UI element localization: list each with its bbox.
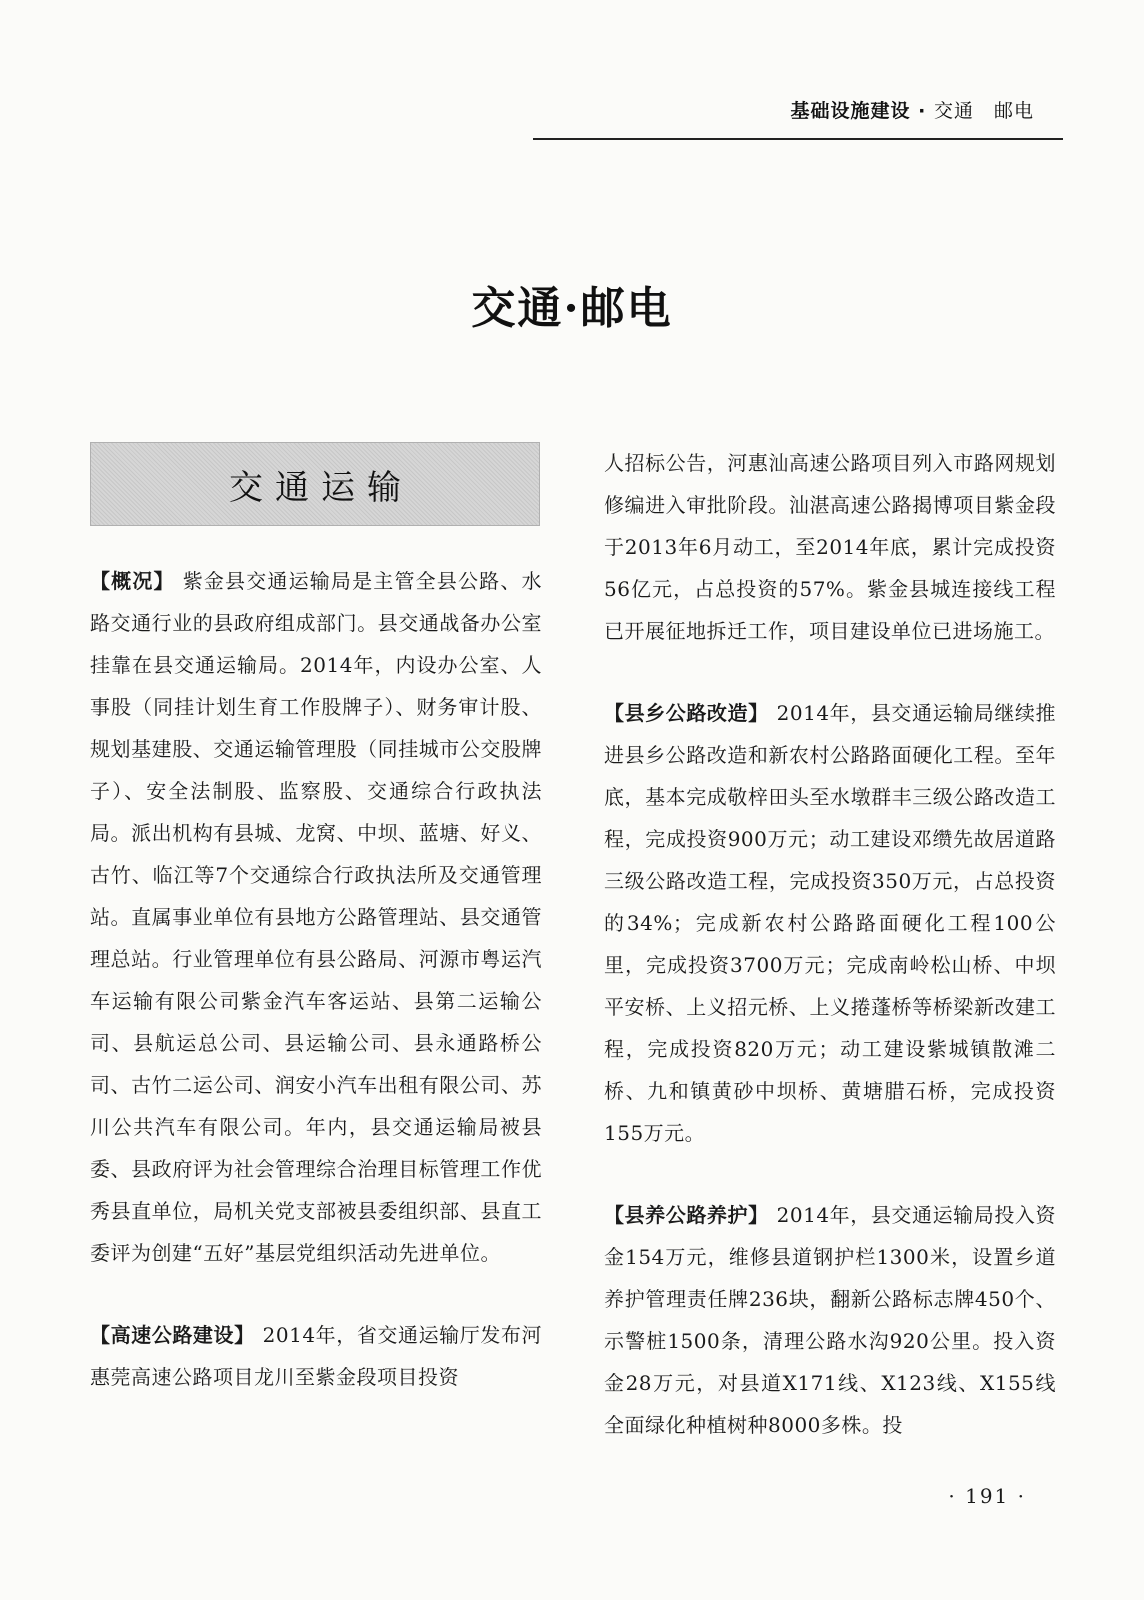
header-section: 基础设施建设 <box>790 100 911 122</box>
overview-text: 紫金县交通运输局是主管全县公路、水路交通行业的县政府组成部门。县交通战备办公室挂靠在县交通运输局。2014年，内设办公室、人事股（同挂计划生育工作股牌子）、财务审计股、规划基建股、交通运输管理股（同挂城市公交股牌子）、安全法制股、监察股、交通综合行政执法局。派出机构有县城、龙窝、中坝、蓝塘、好义、古竹、临江等7个交通综合行政执法所及交通管理站。直属事业单位有县地方公路管理站、县交通管理总站。行业管理单位有县公路局、河源市粤运汽车运输有限公司紫金汽车客运站、县第二运输公司、县航运总公司、县运输公司、县永通路桥公司、古竹二运公司、润安小汽车出租有限公司、苏川公共汽车有限公司。年内，县交通运输局被县委、县政府评为社会管理综合治理目标管理工作优秀县直单位，局机关党支部被县委组织部、县直工委评为创建“五好”基层党组织活动先进单位。 <box>90 569 543 1265</box>
right-column <box>604 442 1056 1486</box>
paragraph-county-road <box>604 692 1056 1154</box>
expressway-text-left: 2014年，省交通运输厅发布河惠莞高速公路项目龙川至紫金段项目投资 <box>90 1323 542 1389</box>
overview-lead: 【概况】 <box>90 569 175 593</box>
left-column <box>90 442 542 1438</box>
county-road-text: 2014年，县交通运输局继续推进县乡公路改造和新农村公路路面硬化工程。至年底，基本完成敬梓田头至水墩群丰三级公路改造工程，完成投资900万元；动工建设邓缵先故居道路三级公路改造工程，完成投资350万元，占总投资的34%；完成新农村公路路面硬化工程100公里，完成投资3700万元；完成南岭松山桥、中坝平安桥、上义招元桥、上义捲蓬桥等桥梁新改建工程，完成投资820万元；动工建设紫城镇散滩二桥、九和镇黄砂中坝桥、黄塘腊石桥，完成投资155万元。 <box>604 701 1056 1145</box>
chapter-title: 交通·邮电 <box>471 283 673 334</box>
county-road-lead: 【县乡公路改造】 <box>604 701 769 725</box>
header-separator: · <box>918 100 927 122</box>
paragraph-maintenance <box>604 1194 1056 1446</box>
paragraph-expressway-continued <box>604 442 1056 652</box>
section-heading: 交通运输 <box>229 467 413 508</box>
expressway-text-right: 人招标公告，河惠汕高速公路项目列入市路网规划修编进入审批阶段。汕湛高速公路揭博项目紫金段于2013年6月动工，至2014年底，累计完成投资56亿元，占总投资的57%。紫金县城连接线工程已开展征地拆迁工作，项目建设单位已进场施工。 <box>604 451 1056 643</box>
expressway-lead: 【高速公路建设】 <box>90 1323 255 1347</box>
running-header <box>791 96 1035 123</box>
maintenance-lead: 【县养公路养护】 <box>604 1203 769 1227</box>
maintenance-text: 2014年，县交通运输局投入资金154万元，维修县道钢护栏1300米，设置乡道养护管理责任牌236块，翻新公路标志牌450个、示警桩1500条，清理公路水沟920公里。投入资金28万元，对县道X171线、X123线、X155线全面绿化种植树种8000多株。投 <box>604 1203 1056 1437</box>
paragraph-overview <box>90 560 542 1274</box>
paragraph-expressway <box>90 1314 542 1398</box>
header-rule <box>533 138 1063 140</box>
page-number: · 191 · <box>948 1484 1026 1508</box>
header-subsection: 交通 邮电 <box>933 100 1034 122</box>
section-heading-box <box>90 442 540 526</box>
